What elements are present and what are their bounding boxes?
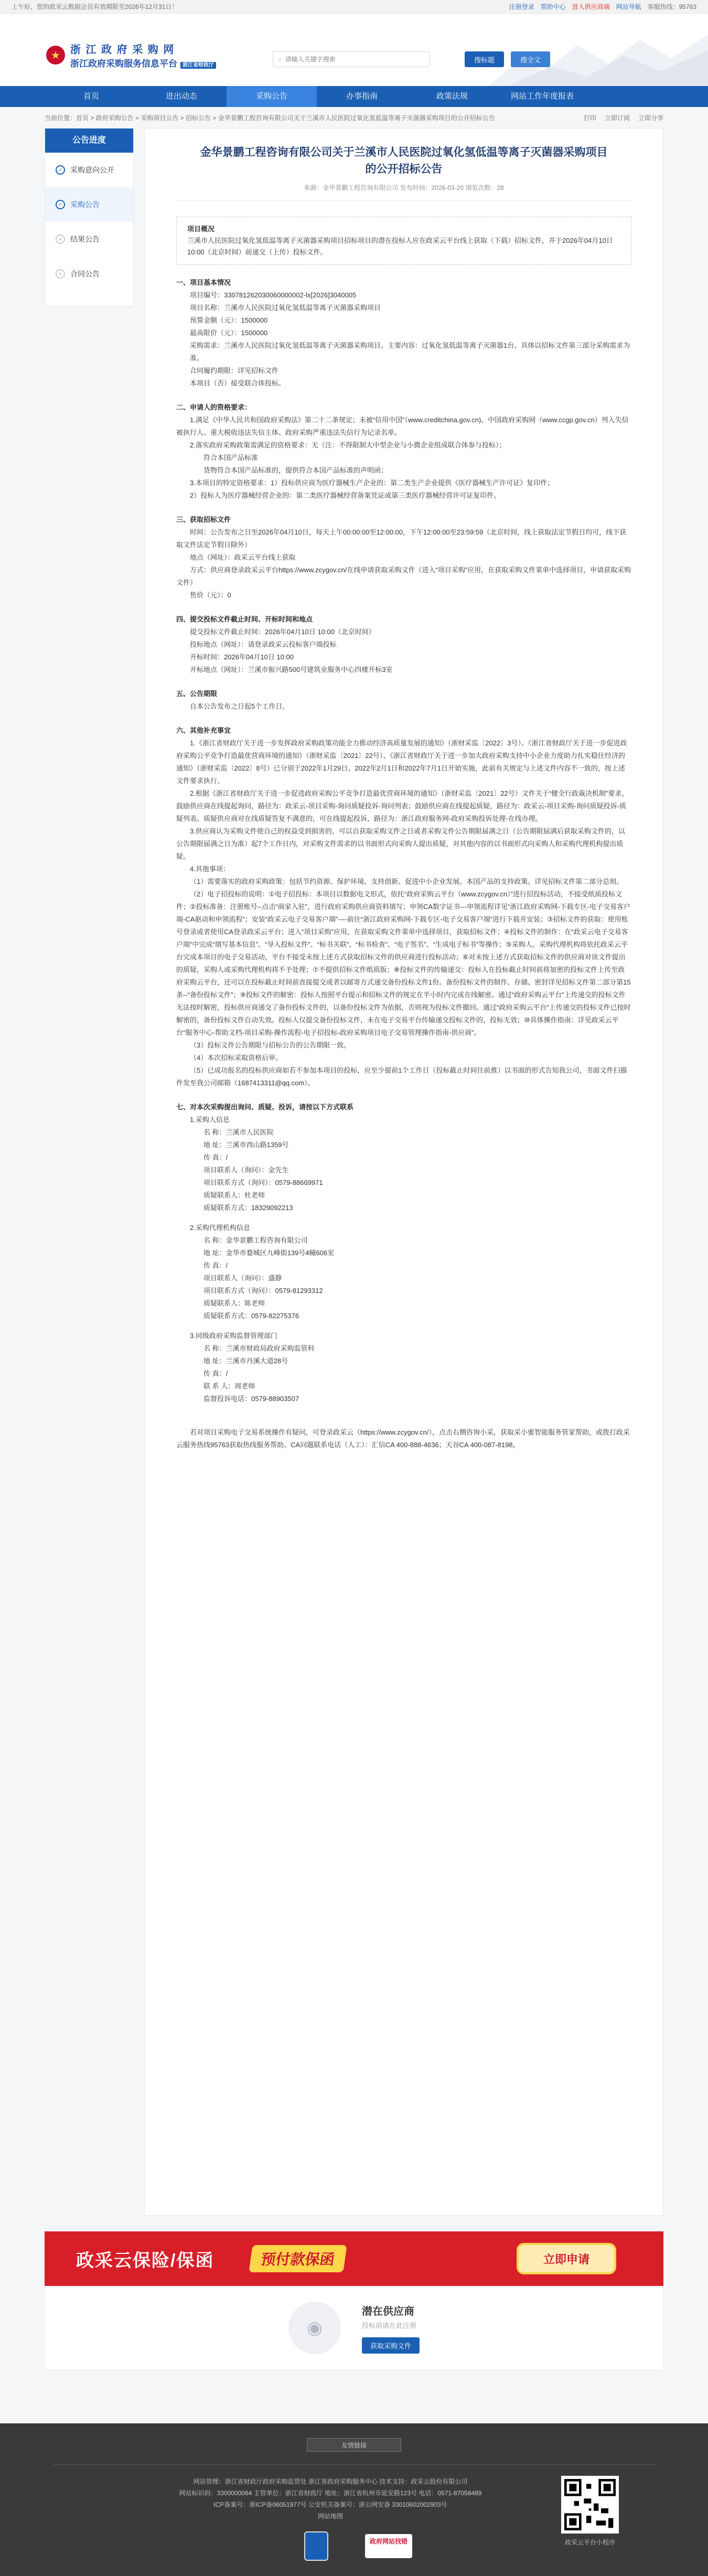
step-result[interactable]: ● 结果公告 — [45, 222, 133, 256]
banner-apply-button[interactable]: 立即申请 — [517, 2243, 616, 2274]
check-icon: ✓ — [56, 200, 65, 209]
overview-text: 兰溪市人民医院过氧化氢低温等离子灭菌器采购项目招标项目的潜在投标人应在政采云平台线上获取（下载）招标文件，并于2026年04月10日 10:00（北京时间）前递交（上传）投标文件。 — [187, 237, 613, 256]
main-content — [45, 128, 663, 2216]
nav-announcements[interactable]: 采购公告 — [227, 86, 317, 107]
breadcrumb-path[interactable]: 当前位置：首页 > 政府采购公告 > 采购项目公告 > 招标公告 > 金华景鹏工程咨询有限公司关于兰溪市人民医院过氧化氢低温等离子灭菌器采购项目的公开招标公告 — [45, 114, 495, 122]
footer-badges — [304, 2531, 412, 2561]
site-logo[interactable] — [46, 41, 216, 69]
check-icon: ✓ — [56, 165, 65, 175]
article-meta: 来源：金华景鹏工程咨询有限公司 发布时间：2026-03-20 浏览次数：28 — [176, 183, 631, 201]
footer-divider — [52, 2464, 656, 2465]
banner-title: 政采云保险/保函 — [76, 2250, 214, 2271]
supplier-box — [45, 2286, 663, 2370]
user-icon: ◉ — [288, 2302, 341, 2354]
top-notice: 上午好，您的政采云数据会员有效期限至2026年12月31日！ — [12, 3, 178, 10]
section-deadline: 四、提交投标文件截止时间、开标时间和地点 提交投标文件截止时间：2026年04月10日 10:00（北京时间） 投标地点（网址）：请登录政采云投标客户端投标 开标时间：2026年04月10日 10:00 开标地点（网址）：兰溪市振兴路500号建筑业服务中心四楼开标3室 — [176, 615, 393, 674]
section-get-documents: 三、获取招标文件 时间：公告发布之日至2026年04月10日，每天上午00:00:00至12:00:00，下午12:00:00至23:59:59（北京时间，线上获取法定节假日均可，线下获取文件法定节假日除外） 地点（网址）：政采云平台线上获取 方式：供应商登录政采云平台https://www.zcygov.cn/在线申请获取采购文件（进入“项目采购”应用，在获取采购文件菜单中选择项目，申请获取采购文件） 售价（元）：0 — [176, 516, 631, 599]
emblem-icon: ★ — [46, 46, 65, 65]
search-input[interactable] — [285, 56, 416, 63]
site-header — [0, 14, 708, 86]
nav-policy[interactable]: 政策法规 — [436, 92, 468, 101]
main-nav — [0, 86, 708, 107]
subscribe-button[interactable]: 立即订阅 — [604, 114, 630, 122]
qr-caption: 政采云平台小程序 — [564, 2539, 615, 2546]
nav-news[interactable]: 进出动态 — [165, 92, 197, 101]
footer-info: 网站管理：浙江省财政厅政府采购监管处 浙江省政府采购服务中心 技术支持：政采云股份有限公司 网站标识码：3300000064 主管单位：浙江省财政厅 地址：浙江省杭州市延安路123号 电话：0571-87058489 ICP备案号：浙ICP备06051977号 公安机关备案号：浙公网安备 33010602002903号 网站地图 — [147, 2476, 514, 2522]
step-announcement[interactable]: ✓ 采购公告 — [45, 187, 133, 222]
top-link-supplier[interactable]: 进入供应商端 — [572, 3, 610, 10]
nav-report[interactable]: 网站工作年度报表 — [510, 92, 574, 101]
breadcrumb — [45, 107, 663, 128]
nav-home[interactable]: 首页 — [83, 92, 99, 101]
hotline-text: 客服热线：95763 — [647, 3, 696, 10]
circle-icon: ● — [56, 269, 65, 279]
page-title: 金华景鹏工程咨询有限公司关于兰溪市人民医院过氧化氢低温等离子灭菌器采购项目的公开招标公告 — [200, 146, 608, 175]
overview-title: 项目概况 — [187, 225, 215, 233]
qr-code-icon — [561, 2476, 619, 2534]
announcement-article — [144, 128, 663, 2216]
page-tools — [584, 113, 663, 122]
search-title-button[interactable]: 搜标题 — [465, 51, 504, 67]
sitemap-link[interactable]: 网站地图 — [317, 2513, 343, 2520]
logo-subtitle: 浙江政府采购服务信息平台 浙江省财政厅 — [70, 56, 216, 69]
top-links — [509, 2, 696, 11]
friendly-links-select[interactable]: 友情链接 — [307, 2438, 401, 2452]
insurance-banner[interactable] — [45, 2231, 663, 2286]
progress-sidebar — [45, 128, 134, 306]
gov-badge-icon[interactable] — [304, 2531, 328, 2561]
supplier-subtitle: 投标前请在此注册 — [361, 2321, 416, 2329]
print-button[interactable]: 打印 — [583, 114, 596, 122]
header-decoration — [488, 14, 708, 86]
help-note: 若对项目采购电子交易系统操作有疑问，可登录政采云（https://www.zcygov.cn/），点击右侧咨询小采，获取采小蜜智能服务管家帮助，或拨打政采云服务热线95763获取热线服务帮助。CA问题联系电话（人工）：汇信CA 400-888-4636；天谷CA 400-087-8198。 — [176, 1428, 630, 1449]
project-overview — [176, 217, 631, 265]
logo-title: 浙 江 政 府 采 购 网 — [70, 44, 175, 56]
step-intent[interactable]: ✓ 采购意向公开 — [45, 153, 133, 187]
section-qualification: 二、申请人的资格要求： 1.满足《中华人民共和国政府采购法》第二十二条规定；未被“信用中国”（www.creditchina.gov.cn)、中国政府采购网（www.ccgp.gov.cn）列入失信被执行人、重大税收违法失信主体、政府采购严重违法失信行为记录名单。 2.落实政府采购政策需满足的资格要求：无（注：不得限制大中型企业与小微企业组成联合体参与投标）； 符合本国产品标准 货物符合本国产品标准的，提供符合本国产品标准的声明函； 3.本项目的特定资格要求：1）投标供应商为医疗器械生产企业的：第二类生产企业提供《医疗器械生产许可证》复印件； 2）投标人为医疗器械经营企业的：第二类医疗器械经营备案凭证或第三类医疗器械经营许可证复印件。 — [176, 403, 629, 499]
circle-icon: ● — [56, 234, 65, 244]
section-other: 六、其他补充事宜 1.《浙江省财政厅关于进一步发挥政府采购政策功能全力推动经济高质量发展的通知》（浙财采监〔2022〕3号）、《浙江省财政厅关于进一步促进政府采购公平竞争打造最优营商环境的通知》（浙财采监〔2021〕22号）、《浙江省财政厅关于进一步加大政府采购支持中小企业力度助力扎实稳住经济的通知》（浙财采监〔2022〕8号）已分别于2022年1月29日、2022年2月1日和2022年7月1日开始实施，此前有关规定与上述文件内容不一致的，按上述文件要求执行。 2.根据《浙江省财政厅关于进一步促进政府采购公平竞争打造最优营商环境的通知》（浙财采监〔2021〕22号）文件关于“健全行政裁决机制”要求，鼓励供应商在线提起询问，路径为：政采云-项目采购-询问质疑投诉-询问列表；鼓励供应商在线提起质疑，路径为：政采云-项目采购-询问质疑投诉-质疑列表。质疑供应商对在线质疑答复不满意的，可在线提起投诉，路径为：浙江政府服务网-政府采购投诉处理-在线办理。 3.供应商认为采购文件使自己的权益受到损害的，可以自获取采购文件之日或者采购文件公告期限届满之日（公告期限届满后获取采购文件的，以公告期限届满之日为准）起7个工作日内，对采购文件需求的以书面形式向采购人提出质疑，对其他内容的以书面形式向采购人和采购代理机构提出质疑。 4.其他事项： （1）需要落实的政府采购政策：包括节约资源、保护环境、支持创新、促进中小企业发展。本国产品的支持政策。详见招标文件第二部分总则。 （2）电子招投标的说明：①电子招投标：本项目以数据电文形式，依托“政府采购云平台（www.zcygov.cn）”进行招投标活动，不接受纸质投标文件；②投标准备：注册账号--点击“商家入驻”，进行政府采购供应商资料填写；申领CA数字证书---申领流程详见“浙江政府采购网-下载专区-电子交易客户端-CA驱动和申领流程”；安装“政采云电子交易客户端”----前往“浙江政府采购网-下载专区-电子交易客户端”进行下载并安装；③招标文件的获取：使用账号登录或者使用CA登录政采云平台；进入“项目采购”应用，在获取采购文件菜单中选择项目，获取招标文件；④投标文件的制作：在“政采云电子交易客户端”中完成“填写基本信息”、“导入投标文件”、“标书关联”、“标书检查”、“电子签名”、“生成电子标书”等操作；⑤采购人、采购代理机构将依托政采云平台完成本项目的电子交易活动，平台不接受未按上述方式获取招标文件的供应商进行投标活动；⑥对未按上述方式获取招标文件的供应商对该文件提出的质疑，采购人或采购代理机构将不予处理；⑦不提供招标文件纸质版；⑧投标文件的传输递交：投标人在投标截止时间前将加密的投标文件上传至政府采购云平台，还可以在投标截止时间前直接提交或者以邮寄方式递交备份投标文件1份。备份投标文件的制作、存储、密封详见招标文件第二部分第15条--“备份投标文件”；⑨投标文件的解密：投标人按照平台提示和招标文件的规定在半小时内完成在线解密。通过“政府采购云平台”上传递交的投标文件无法按时解密，投标供应商递交了备份投标文件的，以备份投标文件为依据，否则视为投标文件撤回。通过“政府采购云平台”上传递交的投标文件已按时解密的，备份投标文件自动失效。投标人仅提交备份投标文件，未在电子交易平台传输递交投标文件的，投标无效；⑩具体操作指南：详见政采云平台“服务中心-帮助文档-项目采购-操作流程-电子招投标-政府采购项目电子交易管理操作指南-供应商”。 （3）投标文件公告期限与招标公告的公告期限一致。 （4）本次招标采取资格后审。 （5）已成功报名的投标供应商如若不参加本项目的投标，应至少提前1个工作日（投标截止时间往前推）以书面的形式告知我公司，书面文件扫描件发至我公司邮箱（1687413311@qq.com）。 — [176, 726, 631, 1087]
section-basic-info: 一、项目基本情况 项目编号：330781262030060000002-lx[2026]3040005 项目名称：兰溪市人民医院过氧化氢低温等离子灭菌器采购项目 预算金额（元）：1500000 最高限价（元）：1500000 采购需求：兰溪市人民医院过氧化氢低温等离子灭菌器采购项目。主要内容：过氧化氢低温等离子灭菌器1台。具体以招标文件第三部分采购需求为准。 合同履约期限：详见招标文件 本项目（否）接受联合体投标。 — [176, 279, 630, 387]
search-box — [273, 51, 430, 67]
site-footer — [0, 2423, 708, 2576]
top-link-register[interactable]: 注册登录 — [509, 3, 534, 10]
nav-guide[interactable]: 办事指南 — [346, 92, 378, 101]
banner-highlight: 预付款保函 — [249, 2245, 347, 2272]
section-contacts: 七、对本次采购提出询问、质疑、投诉，请按以下方式联系 1.采购人信息 名 称：兰溪市人民医院 地 址：兰溪市西山路1359号 传 真：/ 项目联系人（询问）：金先生 项目联系方式（询问）：0579-88669971 质疑联系人：杜老师 质疑联系方式：18329092213 2.采购代理机构信息 名 称：金华景鹏工程咨询有限公司 地 址：金华市婺城区九峰街139号4幢606室 传 真：/ 项目联系人（询问）：盛静 项目联系方式（询问）：0579-81293312 质疑联系人：陈老师 质疑联系方式：0579-82275376 3.同级政府采购监督管理部门 名 称：兰溪市财政局政府采购监管科 地 址：兰溪市丹溪大道28号 传 真：/ 联 系 人：周老师 监督投诉电话：0579-88903507 — [176, 1103, 354, 1403]
step-contract[interactable]: ● 合同公告 — [45, 256, 133, 291]
site-error-badge[interactable]: 政府网站找错 — [365, 2534, 412, 2558]
search-fulltext-button[interactable]: 搜全文 — [511, 51, 550, 67]
logo-tag: 浙江省财政厅 — [180, 62, 216, 69]
section-period: 五、公告期限 自本公告发布之日起5个工作日。 — [176, 690, 289, 710]
supplier-title: 潜在供应商 — [361, 2305, 414, 2317]
search-icon: ⌕ — [278, 55, 282, 63]
sidebar-title: 公告进度 — [45, 129, 133, 153]
get-documents-button[interactable]: 获取采购文件 — [362, 2337, 420, 2354]
top-link-help[interactable]: 帮助中心 — [540, 3, 566, 10]
top-bar — [0, 0, 708, 14]
share-button[interactable]: 立即分享 — [638, 114, 663, 122]
top-link-nav[interactable]: 网站导航 — [616, 3, 641, 10]
